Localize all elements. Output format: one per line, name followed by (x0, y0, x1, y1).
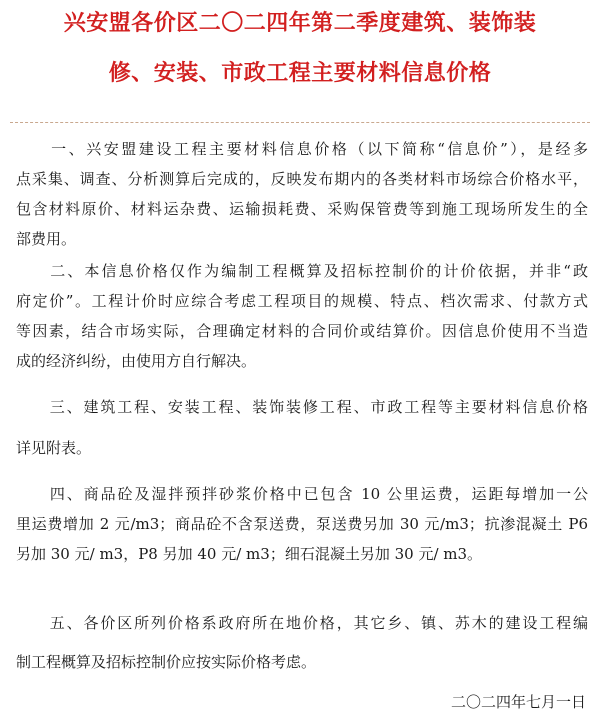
paragraph-5-line-1: 五、各价区所列价格系政府所在地价格，其它乡、镇、苏木的建设工程编 (16, 614, 588, 632)
notice-title-line-2: 修、安装、市政工程主要材料信息价格 (108, 61, 492, 86)
paragraph-1-line-1: 一、兴安盟建设工程主要材料信息价格（以下简称“信息价”），是经多 (16, 140, 588, 158)
paragraph-3-line-1: 三、建筑工程、安装工程、装饰装修工程、市政工程等主要材料信息价格 (16, 398, 588, 416)
paragraph-2-line-4: 成的经济纠纷，由使用方自行解决。 (16, 352, 257, 370)
paragraph-2-line-3: 等因素，结合市场实际，合理确定材料的合同价或结算价。因信息价使用不当造 (16, 322, 588, 340)
title-divider (10, 122, 590, 123)
paragraph-4-line-3: 另加 30 元/ m3，P8 另加 40 元/ m3；细石混凝土另加 30 元/ m3。 (16, 545, 483, 563)
paragraph-2-line-1: 二、本信息价格仅作为编制工程概算及招标控制价的计价依据，并非“政 (16, 262, 588, 280)
paragraph-4-line-1: 四、商品砼及湿拌预拌砂浆价格中已包含 10 公里运费，运距每增加一公 (16, 485, 588, 503)
paragraph-1-line-3: 包含材料原价、材料运杂费、运输损耗费、采购保管费等到施工现场所发生的全 (16, 200, 588, 218)
issue-date: 二〇二四年七月一日 (450, 693, 586, 711)
paragraph-2-line-2: 府定价”。工程计价时应综合考虑工程项目的规模、特点、档次需求、付款方式 (16, 292, 588, 310)
paragraph-5-line-2: 制工程概算及招标控制价应按实际价格考虑。 (16, 653, 317, 671)
paragraph-3-line-2: 详见附表。 (16, 439, 92, 457)
notice-title-line-1: 兴安盟各价区二〇二四年第二季度建筑、装饰装 (63, 11, 537, 36)
paragraph-4-line-2: 里运费增加 2 元/m3；商品砼不含泵送费，泵送费另加 30 元/m3；抗渗混凝土 P6 (16, 515, 588, 533)
paragraph-1-line-4: 部费用。 (16, 230, 77, 248)
paragraph-1-line-2: 点采集、调查、分析测算后完成的，反映发布期内的各类材料市场综合价格水平， (16, 170, 588, 188)
